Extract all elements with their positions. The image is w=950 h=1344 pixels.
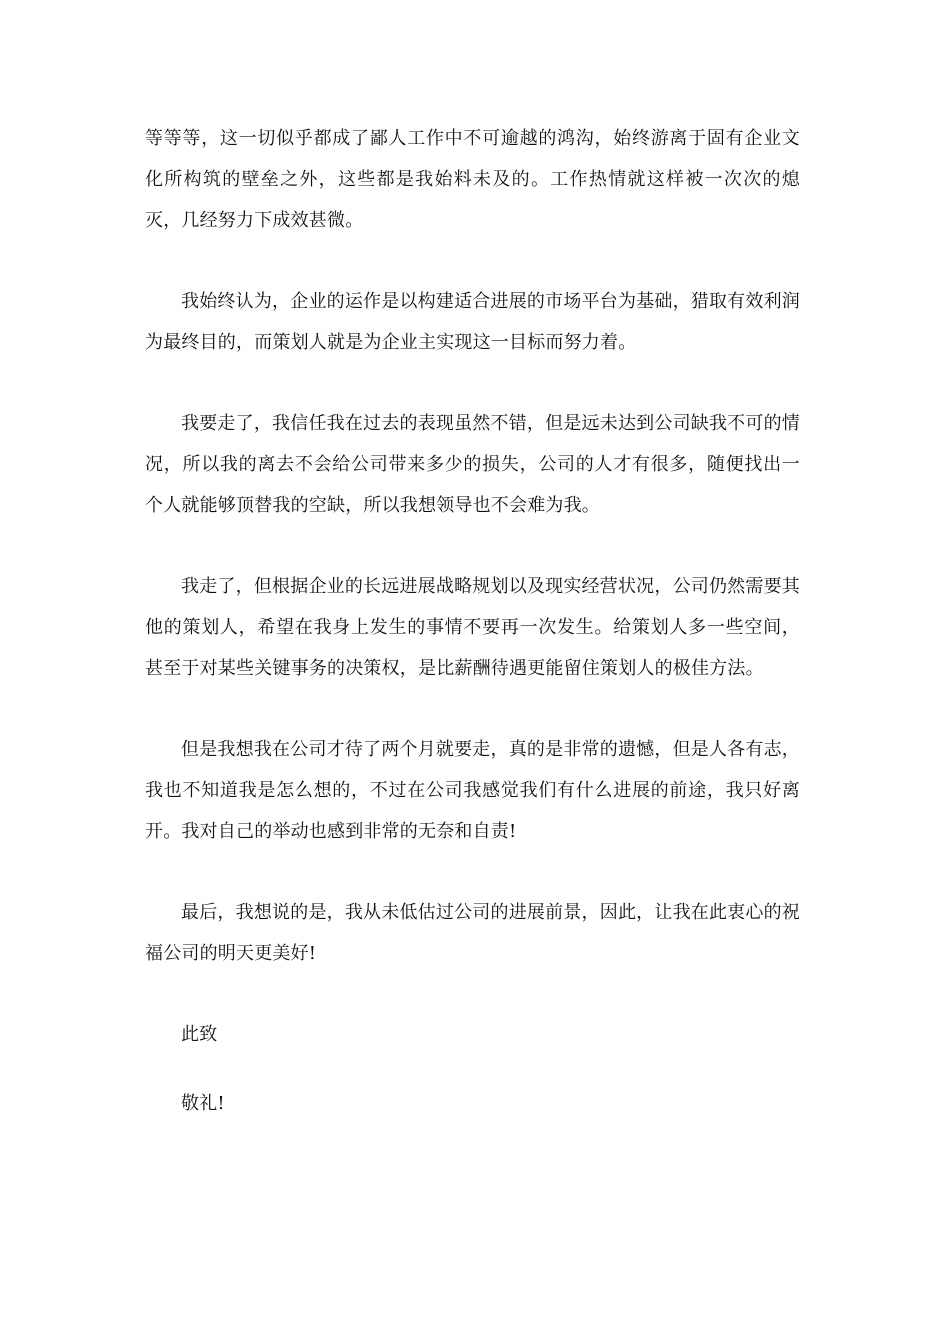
paragraph-3: 我要走了，我信任我在过去的表现虽然不错，但是远未达到公司缺我不可的情况，所以我的离去不会给公司带来多少的损失，公司的人才有很多，随便找出一个人就能够顶替我的空缺，所以我想领导也不会难为我。 (145, 413, 800, 516)
paragraph-2: 我始终认为，企业的运作是以构建适合进展的市场平台为基础，猎取有效利润为最终目的，而策划人就是为企业主实现这一目标而努力着。 (145, 291, 800, 353)
paragraph-4: 我走了，但根据企业的长远进展战略规划以及现实经营状况，公司仍然需要其他的策划人，希望在我身上发生的事情不要再一次发生。给策划人多一些空间，甚至于对某些关键事务的决策权，是比薪酬待遇更能留住策划人的极佳方法。 (145, 576, 800, 679)
closing-regards: 敬礼! (181, 1093, 225, 1114)
letter-body (145, 118, 800, 1152)
paragraph-6: 最后，我想说的是，我从未低估过公司的进展前景，因此，让我在此衷心的祝福公司的明天更美好! (145, 902, 800, 964)
paragraph-1: 等等等，这一切似乎都成了鄙人工作中不可逾越的鸿沟，始终游离于固有企业文化所构筑的壁垒之外，这些都是我始料未及的。工作热情就这样被一次次的熄灭，几经努力下成效甚微。 (145, 128, 800, 231)
paragraph-5: 但是我想我在公司才待了两个月就要走，真的是非常的遗憾，但是人各有志，我也不知道我是怎么想的，不过在公司我感觉我们有什么进展的前途，我只好离开。我对自己的举动也感到非常的无奈和自责! (145, 739, 800, 842)
closing-salutation: 此致 (181, 1024, 218, 1045)
